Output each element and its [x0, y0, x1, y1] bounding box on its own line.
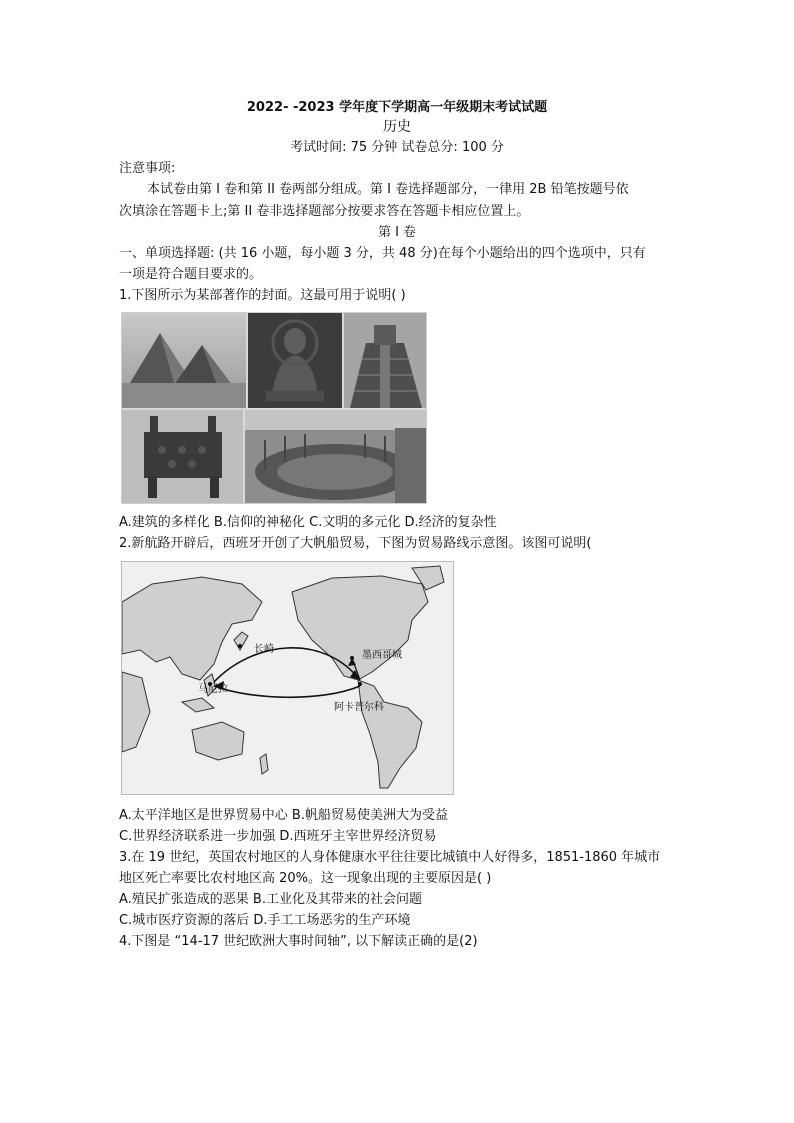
map-label-mexico-city: 墨西哥城	[362, 650, 402, 661]
map-label-acapulco: 阿卡普尔科	[334, 702, 384, 713]
notice-line-2: 次填涂在答题卡上;第 II 卷非选择题部分按要求答在答题卡相应位置上。	[119, 204, 530, 219]
pyramids-photo	[122, 313, 246, 408]
colosseum-photo	[245, 410, 426, 503]
map-label-nagasaki: 长崎	[254, 644, 274, 655]
section-instruction-1: 一、单项选择题: (共 16 小题，每小题 3 分，共 48 分)在每个小题给出的四个选项中，只有	[119, 246, 646, 261]
section-instruction-2: 一项是符合题目要求的。	[119, 267, 263, 282]
q3-stem-2: 地区死亡率要比农村地区高 20%。这一现象出现的主要原因是( )	[119, 871, 492, 886]
q2-stem: 2.新航路开辟后，西班牙开创了大帆船贸易，下图为贸易路线示意图。该图可说明(	[119, 536, 592, 551]
q2-trade-route-map	[121, 561, 454, 795]
q3-stem-1: 3.在 19 世纪，英国农村地区的人身体健康水平往往要比城镇中人好得多，1851-1860 年城市	[119, 850, 661, 865]
buddha-relief-photo	[248, 313, 342, 408]
exam-title: 2022- -2023 学年度下学期高一年级期末考试试题	[246, 100, 548, 115]
map-label-manila: 马尼拉	[198, 684, 228, 695]
maya-pyramid-photo	[344, 313, 426, 408]
q4-stem: 4.下图是 “14-17 世纪欧洲大事时间轴”, 以下解读正确的是(2)	[119, 934, 478, 949]
q1-image-collage	[121, 312, 427, 504]
bronze-ding-photo	[122, 410, 243, 503]
q1-stem: 1.下图所示为某部著作的封面。这最可用于说明( )	[119, 288, 406, 303]
q3-options-1: A.殖民扩张造成的恶果 B.工业化及其带来的社会问题	[119, 892, 422, 907]
exam-time-info: 考试时间: 75 分钟 试卷总分: 100 分	[290, 140, 504, 155]
notice-heading: 注意事项:	[119, 161, 176, 176]
q2-options-1: A.太平洋地区是世界贸易中心 B.帆船贸易使美洲大为受益	[119, 808, 448, 823]
section-title: 第 I 卷	[377, 225, 417, 240]
q2-options-2: C.世界经济联系进一步加强 D.西班牙主宰世界经济贸易	[119, 829, 437, 844]
q3-options-2: C.城市医疗资源的落后 D.手工工场恶劣的生产环境	[119, 913, 411, 928]
subject-title: 历史	[383, 119, 411, 135]
notice-line-1: 本试卷由第 I 卷和第 II 卷两部分组成。第 I 卷选择题部分，一律用 2B 铅笔按题号依	[147, 182, 629, 197]
q1-options: A.建筑的多样化 B.信仰的神秘化 C.文明的多元化 D.经济的复杂性	[119, 515, 497, 530]
